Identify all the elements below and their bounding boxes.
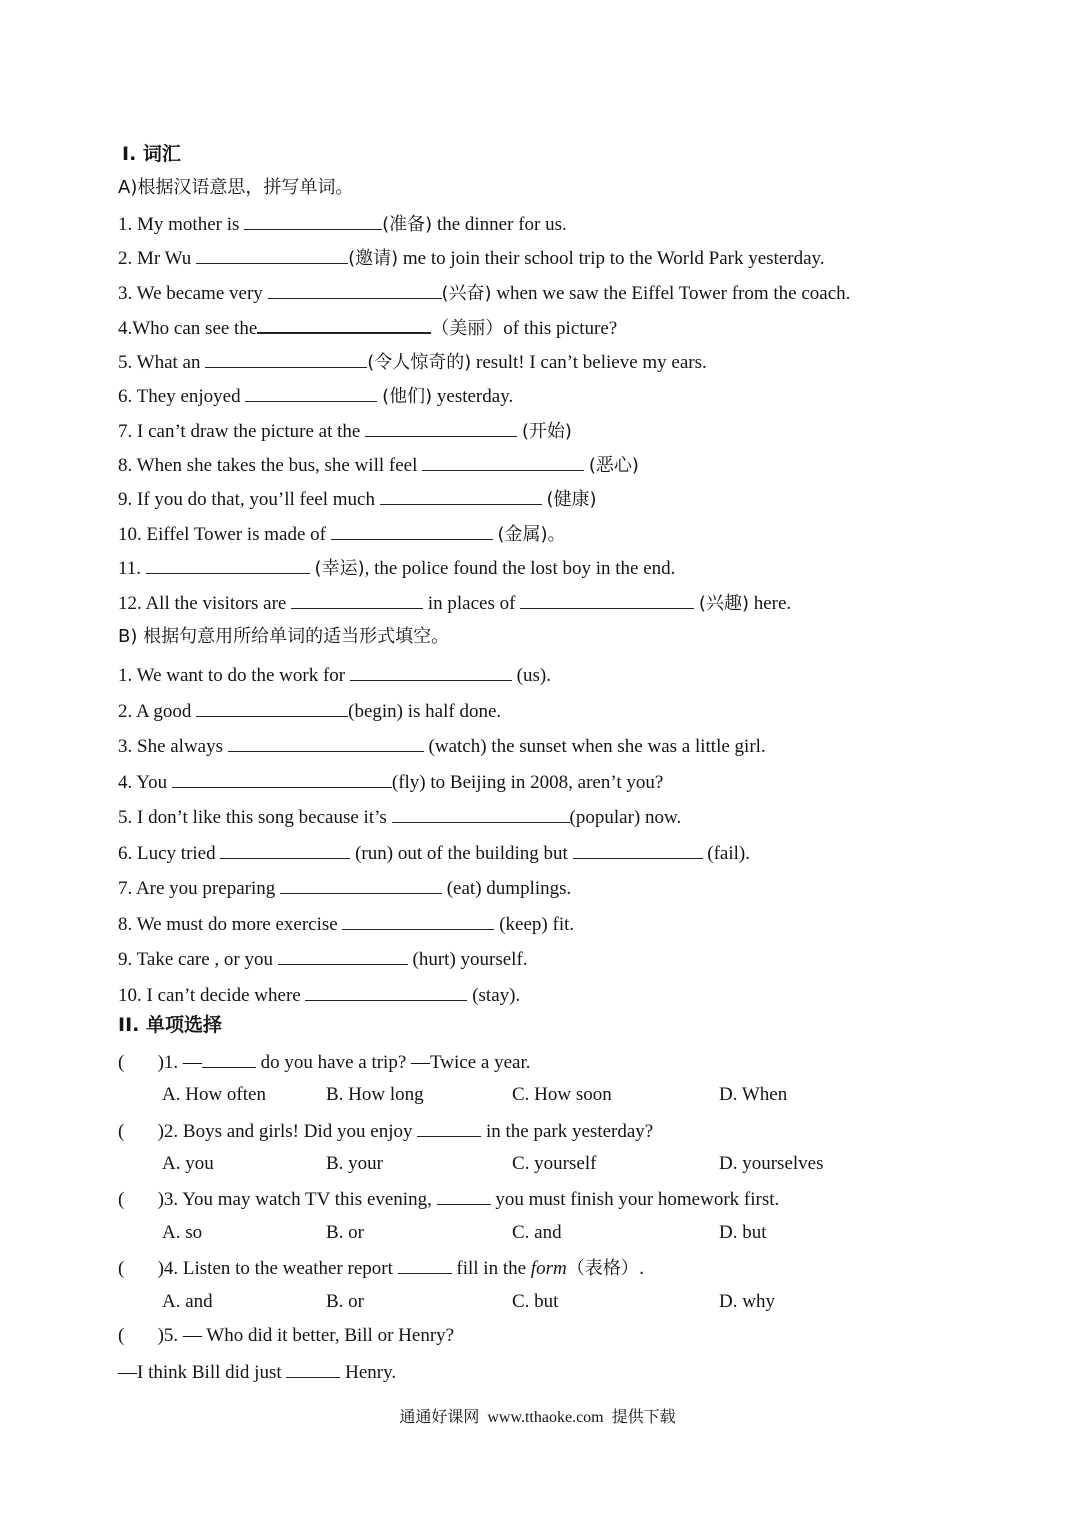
mc-question-5: ( )5. — Who did it better, Bill or Henry? <box>118 1325 455 1346</box>
option-d[interactable]: D. why <box>719 1291 775 1312</box>
option-a[interactable]: A. you <box>162 1153 214 1174</box>
answer-blank[interactable] <box>380 486 542 505</box>
answer-blank[interactable] <box>286 1359 340 1378</box>
mc-question-5-answer-line: —I think Bill did just Henry. <box>118 1359 396 1385</box>
option-d[interactable]: D. but <box>719 1222 767 1243</box>
part-a-item-1: 1. My mother is (准备) the dinner for us. <box>118 211 567 237</box>
part-b-item-6: 6. Lucy tried (run) out of the building but (fail). <box>118 840 750 866</box>
part-b-item-5: 5. I don’t like this song because it’s (popular) now. <box>118 804 681 830</box>
answer-blank[interactable] <box>268 280 442 299</box>
mc-question-3: ( )3. You may watch TV this evening, you must finish your homework first. <box>118 1186 779 1212</box>
option-b[interactable]: B. or <box>326 1222 364 1243</box>
part-b-item-3: 3. She always (watch) the sunset when she was a little girl. <box>118 733 766 759</box>
option-c[interactable]: C. yourself <box>512 1153 597 1174</box>
answer-blank[interactable] <box>520 590 694 609</box>
part-b-title: B) 根据句意用所给单词的适当形式填空。 <box>118 626 450 647</box>
option-a[interactable]: A. and <box>162 1291 213 1312</box>
answer-blank[interactable] <box>398 1255 452 1274</box>
part-b-item-2: 2. A good (begin) is half done. <box>118 698 501 724</box>
answer-blank[interactable] <box>257 314 431 334</box>
page-footer <box>0 1406 1075 1429</box>
answer-blank[interactable] <box>278 946 408 965</box>
answer-blank[interactable] <box>392 804 570 823</box>
answer-bracket[interactable]: ( <box>118 1258 158 1279</box>
part-a-title: A)根据汉语意思，拼写单词。 <box>118 177 354 198</box>
answer-bracket[interactable]: ( <box>118 1121 158 1142</box>
answer-blank[interactable] <box>146 555 310 574</box>
part-b-item-7: 7. Are you preparing (eat) dumplings. <box>118 875 571 901</box>
section-1-heading: Ⅰ. 词汇 <box>122 143 181 165</box>
answer-blank[interactable] <box>172 769 392 788</box>
part-a-item-5: 5. What an (令人惊奇的) result! I can’t believe my ears. <box>118 349 707 375</box>
option-b[interactable]: B. or <box>326 1291 364 1312</box>
part-b-item-8: 8. We must do more exercise (keep) fit. <box>118 911 574 937</box>
answer-bracket[interactable]: ( <box>118 1325 158 1346</box>
option-c[interactable]: C. and <box>512 1222 562 1243</box>
option-b[interactable]: B. How long <box>326 1084 424 1105</box>
answer-blank[interactable] <box>205 349 367 368</box>
answer-bracket[interactable]: ( <box>118 1052 158 1073</box>
part-b-item-10: 10. I can’t decide where (stay). <box>118 982 520 1008</box>
answer-blank[interactable] <box>331 521 493 540</box>
option-a[interactable]: A. so <box>162 1222 203 1243</box>
footer-download-text: 提供下载 <box>611 1407 676 1426</box>
answer-blank[interactable] <box>228 733 424 752</box>
part-a-item-6: 6. They enjoyed (他们) yesterday. <box>118 383 513 409</box>
part-a-item-2: 2. Mr Wu (邀请) me to join their school trip to the World Park yesterday. <box>118 245 825 271</box>
part-a-item-8: 8. When she takes the bus, she will feel (恶心) <box>118 452 639 478</box>
answer-blank[interactable] <box>437 1186 491 1205</box>
option-d[interactable]: D. yourselves <box>719 1153 824 1174</box>
option-b[interactable]: B. your <box>326 1153 383 1174</box>
answer-blank[interactable] <box>244 211 382 230</box>
part-a-item-11: 11. (幸运), the police found the lost boy in the end. <box>118 555 675 581</box>
footer-site-name: 通通好课网 <box>399 1407 480 1426</box>
answer-blank[interactable] <box>220 840 350 859</box>
answer-bracket[interactable]: ( <box>118 1189 158 1210</box>
footer-url[interactable]: www.tthaoke.com <box>487 1409 604 1426</box>
part-a-item-4: 4.Who can see the （美丽）of this picture? <box>118 314 617 341</box>
mc-question-4: ( )4. Listen to the weather report fill in the form（表格）. <box>118 1255 644 1281</box>
answer-blank[interactable] <box>342 911 494 930</box>
part-b-item-9: 9. Take care , or you (hurt) yourself. <box>118 946 528 972</box>
answer-blank[interactable] <box>196 698 348 717</box>
part-b-item-1: 1. We want to do the work for (us). <box>118 662 551 688</box>
part-a-item-12: 12. All the visitors are in places of (兴趣) here. <box>118 590 791 616</box>
answer-blank[interactable] <box>305 982 467 1001</box>
mc-question-1: ( )1. — do you have a trip? —Twice a year. <box>118 1049 531 1075</box>
option-c[interactable]: C. but <box>512 1291 559 1312</box>
answer-blank[interactable] <box>350 662 512 681</box>
mc-question-2: ( )2. Boys and girls! Did you enjoy in the park yesterday? <box>118 1118 653 1144</box>
answer-blank[interactable] <box>245 383 377 402</box>
answer-blank[interactable] <box>365 418 517 437</box>
part-b-item-4: 4. You (fly) to Beijing in 2008, aren’t you? <box>118 769 663 795</box>
option-a[interactable]: A. How often <box>162 1084 266 1105</box>
part-a-item-3: 3. We became very (兴奋) when we saw the Eiffel Tower from the coach. <box>118 280 850 306</box>
answer-blank[interactable] <box>573 840 703 859</box>
part-a-item-9: 9. If you do that, you’ll feel much (健康) <box>118 486 597 512</box>
answer-blank[interactable] <box>422 452 584 471</box>
option-d[interactable]: D. When <box>719 1084 788 1105</box>
answer-blank[interactable] <box>291 590 423 609</box>
answer-blank[interactable] <box>280 875 442 894</box>
answer-blank[interactable] <box>202 1049 256 1068</box>
part-a-item-7: 7. I can’t draw the picture at the (开始) <box>118 418 572 444</box>
answer-blank[interactable] <box>417 1118 481 1137</box>
option-c[interactable]: C. How soon <box>512 1084 612 1105</box>
section-2-heading: II. 单项选择 <box>118 1014 222 1036</box>
part-a-item-10: 10. Eiffel Tower is made of (金属)。 <box>118 521 566 547</box>
answer-blank[interactable] <box>196 245 348 264</box>
